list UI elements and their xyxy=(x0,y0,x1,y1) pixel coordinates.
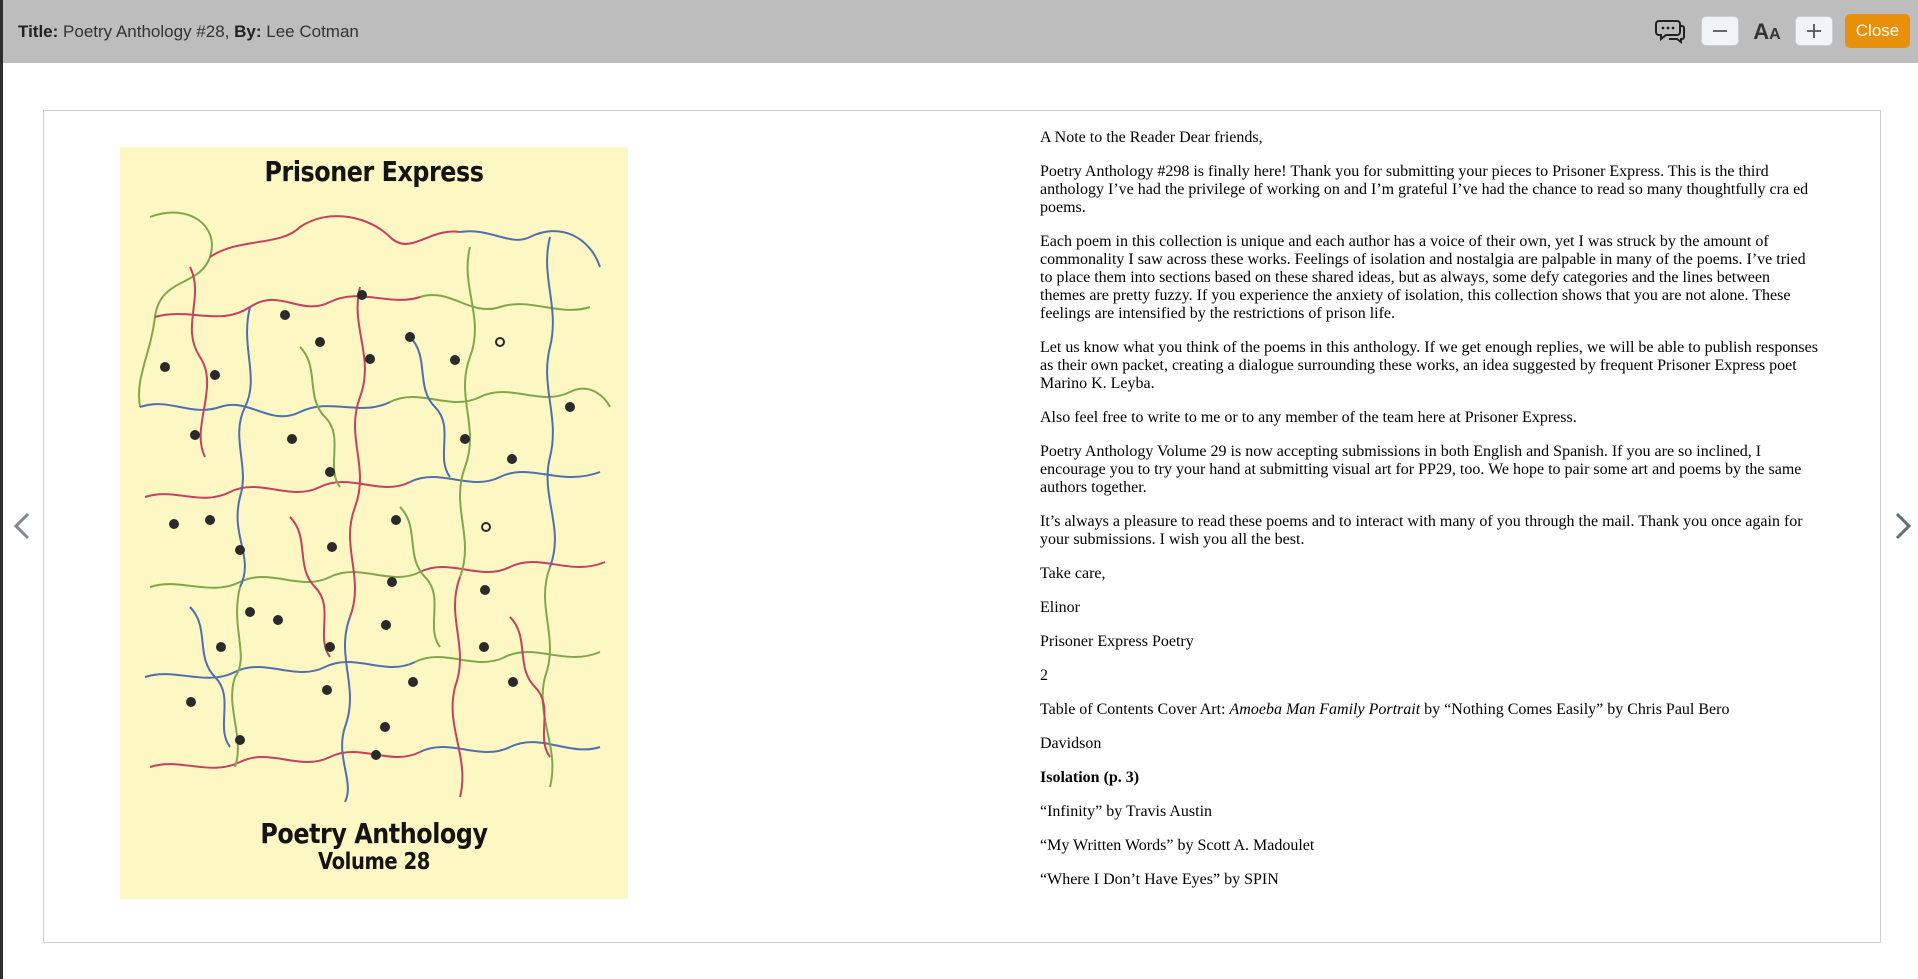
section-heading: Isolation (p. 3) xyxy=(1040,769,1140,786)
toc-art-title: Amoeba Man Family Portrait xyxy=(1229,701,1421,718)
toc-line xyxy=(1040,701,1818,719)
title-label: Title: xyxy=(18,21,59,41)
font-size-icon: AA xyxy=(1753,19,1781,44)
zoom-in-button[interactable] xyxy=(1795,16,1833,46)
chevron-right-icon xyxy=(1891,508,1915,544)
cover-title: Prisoner Express xyxy=(264,155,484,188)
cover-artwork xyxy=(130,207,618,807)
viewer-toolbar xyxy=(3,0,1918,63)
page-number: 2 xyxy=(1040,667,1048,684)
organization: Prisoner Express Poetry xyxy=(1040,633,1194,650)
paragraph-3: Let us know what you think of the poems in this anthology. If we get enough replies, we will be able to publish responses as their own packet, creating a dialogue surrounding these works, an idea suggested by frequent Prisoner Express poet Marino K. Leyba. xyxy=(1040,339,1818,392)
plus-icon xyxy=(1805,22,1823,40)
cover-volume: Volume 28 xyxy=(318,849,430,875)
document-title xyxy=(18,22,359,42)
paragraph-2: Each poem in this collection is unique and each author has a voice of their own, yet I was struck by the amount of commonality I saw across these works. Feelings of isolation and nostalgia are palpable in many of the poems. I’ve tried to place them into sections based on these shared ideas, but as always, some defy categories and the lines between themes are pretty fuzzy. If you experience the anxiety of isolation, this collection shows that you are not alone. These feelings are intensified by the restrictions of prison life. xyxy=(1040,233,1806,322)
close-button[interactable]: Close xyxy=(1845,14,1910,48)
toc-prefix: Table of Contents Cover Art: xyxy=(1040,701,1230,718)
next-page-button[interactable] xyxy=(1891,508,1915,544)
by-label: By: xyxy=(234,21,262,41)
font-size-button[interactable] xyxy=(1750,14,1784,48)
greeting-paragraph: A Note to the Reader Dear friends, xyxy=(1040,129,1263,146)
comments-icon xyxy=(1655,18,1685,44)
cover-subtitle: Poetry Anthology xyxy=(260,817,488,850)
author-name: Lee Cotman xyxy=(266,21,359,41)
toc-entry: “Where I Don’t Have Eyes” by SPIN xyxy=(1040,871,1279,888)
toolbar-actions xyxy=(1653,14,1910,48)
zoom-out-button[interactable] xyxy=(1701,16,1739,46)
paragraph-5: Poetry Anthology Volume 29 is now accepting submissions in both English and Spanish. If you are so inclined, I encourage you to try your hand at submitting visual art for PP29, too. We hope to pair some art and poems by the same authors together. xyxy=(1040,443,1802,496)
document-viewer xyxy=(43,110,1881,943)
minus-icon xyxy=(1711,22,1729,40)
cover-image xyxy=(120,147,628,899)
toc-entry: “Infinity” by Travis Austin xyxy=(1040,803,1213,820)
signature: Elinor xyxy=(1040,599,1080,616)
window-edge xyxy=(0,0,3,979)
previous-page-button[interactable] xyxy=(10,508,34,544)
paragraph-6: It’s always a pleasure to read these poems and to interact with many of you through the mail. Thank you once again for your submissions. I wish you all the best. xyxy=(1040,513,1803,548)
toc-suffix: by “Nothing Comes Easily” by Chris Paul Bero xyxy=(1420,701,1730,718)
chevron-left-icon xyxy=(10,508,34,544)
title-value: Poetry Anthology #28, xyxy=(63,21,230,41)
signoff: Take care, xyxy=(1040,565,1106,582)
toc-continuation: Davidson xyxy=(1040,735,1102,752)
paragraph-1: Poetry Anthology #298 is finally here! Thank you for submitting your pieces to Prisoner Express. This is the third anthology I’ve had the privilege of working on and I’m grateful I’ve had the chance to read so many thoughtfully cra ed poems. xyxy=(1040,163,1809,216)
toc-entry: “My Written Words” by Scott A. Madoulet xyxy=(1040,837,1315,854)
comments-button[interactable] xyxy=(1653,14,1687,48)
document-text xyxy=(1040,129,1818,905)
paragraph-4: Also feel free to write to me or to any member of the team here at Prisoner Express. xyxy=(1040,409,1577,426)
